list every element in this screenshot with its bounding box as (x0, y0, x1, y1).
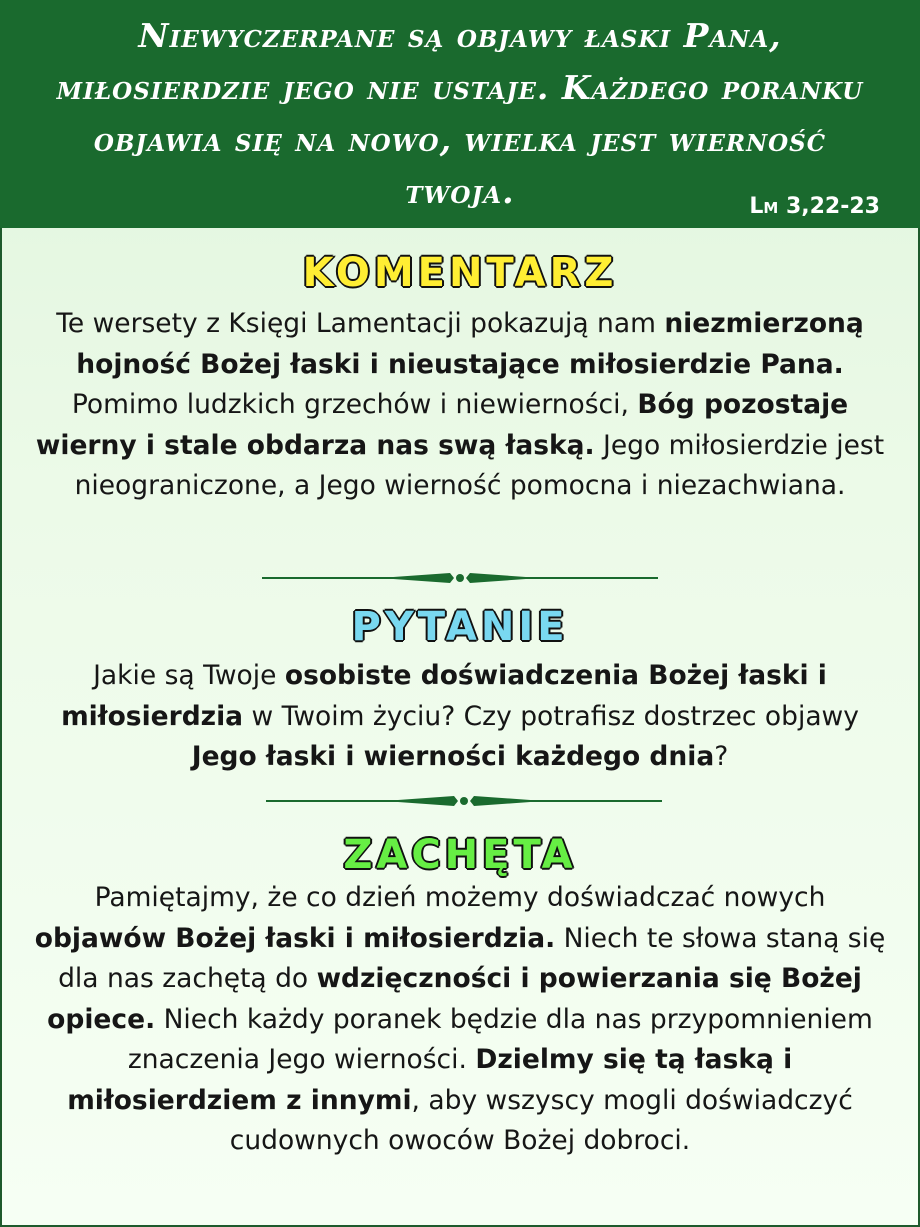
section-title-komentarz: KOMENTARZ (302, 250, 618, 296)
emphasis-text: objawów Bożej łaski i miłosierdzia. (34, 922, 556, 954)
section-title-pytanie: PYTANIE (351, 604, 569, 650)
body-text: w Twoim życiu? Czy potrafisz dostrzec objawy (243, 700, 859, 732)
section-text-komentarz (30, 304, 890, 507)
ornament-divider (0, 793, 920, 809)
emphasis-text: Dzielmy się tą łaską i miłosierdziem z innymi (67, 1044, 793, 1116)
body-text: Te wersety z Księgi Lamentacji pokazują nam (56, 308, 665, 339)
body-text: Niech każdy poranek będzie dla nas przypomnieniem znaczenia Jego wierności. (127, 1003, 873, 1075)
emphasis-text: osobiste doświadczenia Bożej łaski i miłosierdzia (61, 660, 827, 732)
section-title-zacheta: ZACHĘTA (343, 832, 577, 878)
body-text: Niech te słowa staną się dla nas zachętą do (58, 922, 886, 994)
emphasis-text: Jego łaski i wierności każdego dnia (191, 741, 715, 772)
verse-reference: Lm 3,22-23 (749, 194, 880, 219)
emphasis-text: Bóg pozostaje wierny i stale obdarza nas swą łaską. (35, 389, 849, 461)
section-text-pytanie (30, 656, 890, 778)
body-text: , aby wszyscy mogli doświadczyć cudownych owoców Bożej dobroci. (229, 1084, 853, 1156)
body-text: Jakie są Twoje (93, 660, 285, 691)
bible-verse: Niewyczerpane są objawy łaski Pana, miłosierdzie jego nie ustaje. Każdego poranku objawia się na nowo, wielka jest wierność twoja. (56, 16, 864, 211)
body-text: Pamiętajmy, że co dzień możemy doświadczać nowych (94, 882, 826, 913)
verse-header (0, 0, 920, 228)
section-text-zacheta (30, 878, 890, 1162)
emphasis-text: wdzięczności i powierzania się Bożej opiece. (47, 963, 862, 1035)
body-text: ? (714, 741, 729, 772)
body-text: Pomimo ludzkich grzechów i niewierności, (71, 389, 638, 420)
emphasis-text: niezmierzoną hojność Bożej łaski i nieustające miłosierdzie Pana. (76, 308, 864, 380)
body-text: Jego miłosierdzie jest nieograniczone, a Jego wierność pomocna i niezachwiana. (74, 429, 885, 501)
ornament-divider (0, 570, 920, 586)
